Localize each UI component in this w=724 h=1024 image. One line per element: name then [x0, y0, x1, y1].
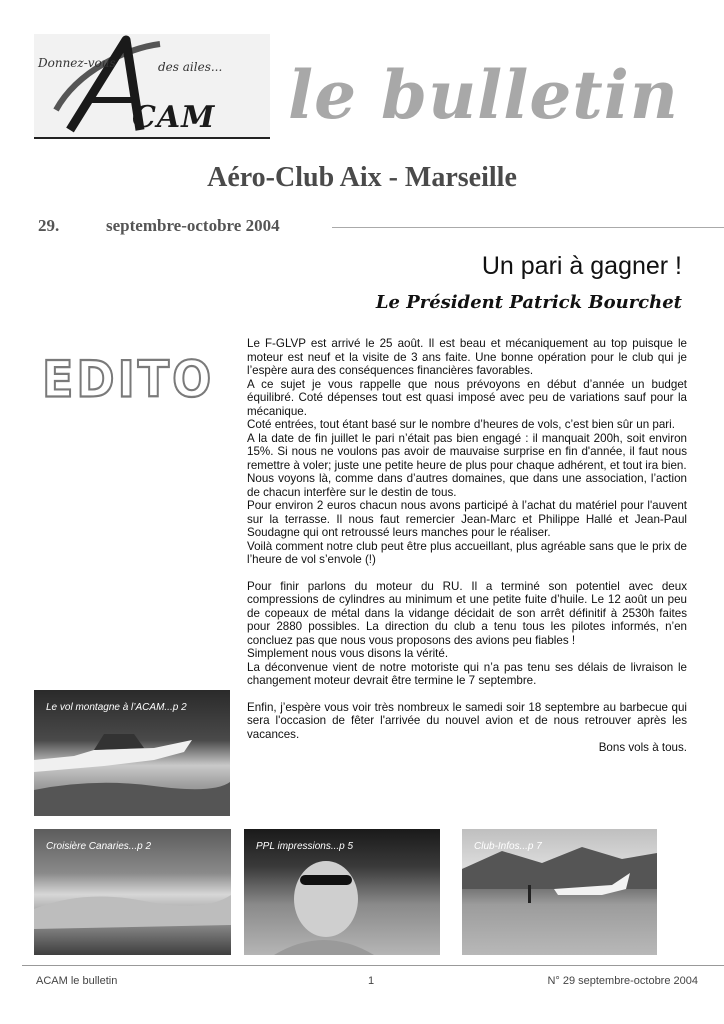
footer-publication: ACAM le bulletin	[36, 975, 118, 987]
edito-paragraph: A la date de fin juillet le pari n’était pas bien engagé : il manquait 200h, soit environ 15%. Si nous ne voulons pas avoir de mauvaise surprise en fin d'année, il faut nous remettre à voler; juste une petite heure de plus pour chaque adhérent, et tout ira bien.	[247, 431, 687, 472]
edito-paragraph: Le F-GLVP est arrivé le 25 août. Il est beau et mécaniquement au top puisque le moteur est neuf et la visite de 3 ans faite. Une bonne opération pour le club qui je l’espère aura des conséquences financières favorables.	[247, 337, 687, 377]
edito-paragraph: A ce sujet je vous rappelle que nous prévoyons en début d’année un budget équilibré. Coté dépenses tout est quasi imposé avec peu de variations sauf pour la mécanique.	[247, 377, 687, 418]
photo-caption: Croisière Canaries...p 2	[46, 841, 152, 852]
edito-body	[247, 337, 687, 755]
issue-divider	[332, 227, 724, 228]
photo-caption: Le vol montagne à l’ACAM...p 2	[46, 702, 187, 713]
bulletin-title: le bulletin	[288, 56, 679, 134]
edito-label: EDITO	[42, 350, 215, 409]
footer-issue: N° 29 septembre-octobre 2004	[547, 975, 698, 987]
edito-paragraph: Pour finir parlons du moteur du RU. Il a terminé son potentiel avec deux compressions de cylindres au minimum et une petite fuite d’huile. Le 12 août un peu de copeaux de métal dans la vidange décidait de son arrêt définitif à 2530h faites pour 2880 possibles. La direction du club a tenu tous les pilotes informés, n’en concluez pas que nous vous proposons des avions peu fiables !	[247, 579, 687, 647]
edito-paragraph: Simplement nous vous disons la vérité.	[247, 647, 449, 660]
photo-canaries-cruise[interactable]	[34, 829, 231, 955]
edito-signoff: Bons vols à tous.	[598, 741, 687, 754]
edito-paragraph: Coté entrées, tout étant basé sur le nombre d’heures de vols, c’est bien sûr un pari.	[247, 418, 675, 431]
logo-cam-text: CAM	[132, 100, 216, 135]
issue-number: 29.	[38, 216, 60, 235]
edito-paragraph: La déconvenue vient de notre motoriste qui n’a pas tenu ses délais de livraison le changement moteur devrait être termine le 7 septembre.	[247, 660, 687, 687]
issue-date: septembre-octobre 2004	[106, 216, 280, 235]
footer-page-number: 1	[368, 975, 375, 987]
photo-caption: PPL impressions...p 5	[256, 841, 354, 852]
footer-divider	[22, 965, 724, 966]
edito-paragraph: Pour environ 2 euros chacun nous avons participé à l’achat du matériel pour l'auvent sur la terrasse. Il nous faut remercier Jean-Marc et Philippe Hallé et Jean-Paul Soudagne qui ont retroussé leurs manches pour le réaliser.	[247, 499, 687, 539]
edito-author: Le Président Patrick Bourchet	[375, 292, 682, 313]
photo-caption: Club-Infos...p 7	[474, 841, 542, 852]
edito-paragraph: Nous voyons là, comme dans d’autres domaines, que dans une association, l’action de chacun interfère sur le destin de tous.	[247, 472, 687, 499]
club-name: Aéro-Club Aix - Marseille	[207, 162, 517, 193]
photo-mountain-flight[interactable]	[34, 690, 230, 816]
photo-ppl-impressions[interactable]	[244, 829, 440, 955]
slogan-left: Donnez-vous	[38, 56, 116, 70]
slogan-right: des ailes...	[158, 60, 223, 74]
photo-club-infos[interactable]	[462, 829, 657, 955]
edito-paragraph: Enfin, j’espère vous voir très nombreux le samedi soir 18 septembre au barbecue qui sera l'occasion de fêter l'arrivée du nouvel avion et de nous retrouver après les vacances.	[247, 700, 687, 741]
edito-headline: Un pari à gagner !	[481, 252, 682, 280]
edito-paragraph: Voilà comment notre club peut être plus accueillant, plus agréable sans que le prix de l’heure de vol s’envole (!)	[247, 539, 687, 566]
